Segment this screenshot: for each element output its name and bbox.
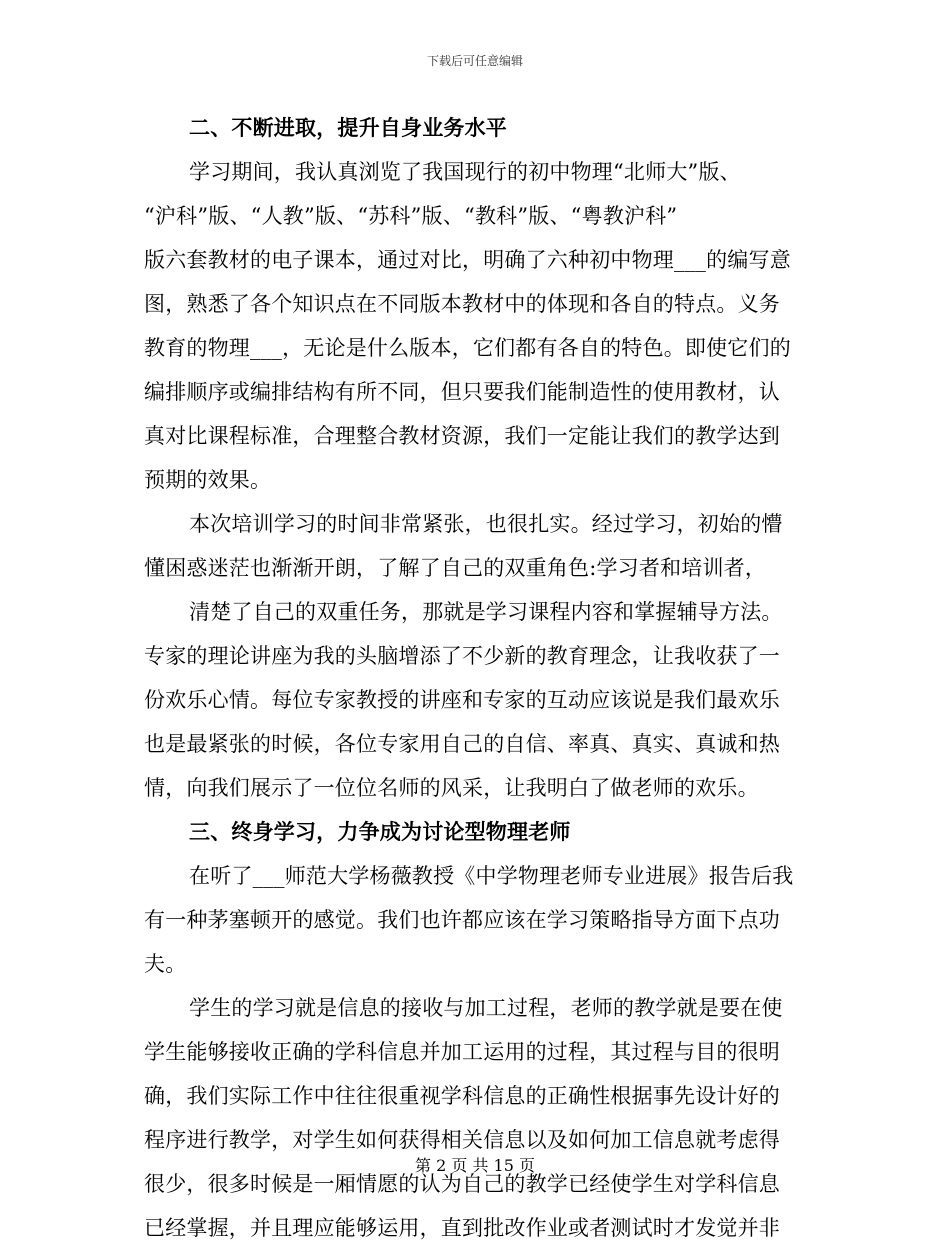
document-body: [144, 106, 808, 1250]
text-line: 清楚了自己的双重任务，那就是学习课程内容和掌握辅导方法。: [189, 600, 783, 624]
section-heading: 二、不断进取，提升自身业务水平: [189, 116, 507, 140]
text-line: 程序进行教学，对学生如何获得相关信息以及如何加工信息就考虑得: [144, 1128, 780, 1152]
page-number: 第 2 页 共 15 页: [415, 1156, 535, 1175]
text-line: 份欢乐心情。每位专家教授的讲座和专家的互动应该说是我们最欢乐: [144, 688, 780, 712]
text-line: 懂困惑迷茫也渐渐开朗，了解了自己的双重角色:学习者和培训者，: [144, 556, 767, 580]
text-line: 版六套教材的电子课本，通过对比，明确了六种初中物理___的编写意: [144, 248, 791, 272]
page-header: 下载后可任意编辑: [426, 54, 523, 68]
text-line: 学生能够接收正确的学科信息并加工运用的过程，其过程与目的很明: [144, 1040, 780, 1064]
text-line: 教育的物理___，无论是什么版本，它们都有各自的特色。即使它们的: [144, 336, 791, 360]
text-line: 编排顺序或编排结构有所不同，但只要我们能制造性的使用教材，认: [144, 380, 780, 404]
text-line: “沪科”版、“人教”版、“苏科”版、“教科”版、“粤教沪科”: [144, 204, 678, 228]
text-line: 夫。: [144, 952, 187, 976]
text-line: 在听了___师范大学杨薇教授《中学物理老师专业进展》报告后我: [189, 864, 794, 888]
text-line: 很少，很多时候是一厢情愿的认为自己的教学已经使学生对学科信息: [144, 1172, 780, 1196]
text-line: 有一种茅塞顿开的感觉。我们也许都应该在学习策略指导方面下点功: [144, 908, 780, 932]
text-line: 图，熟悉了各个知识点在不同版本教材中的体现和各自的特点。义务: [144, 292, 780, 316]
section-heading: 三、终身学习，力争成为讨论型物理老师: [189, 820, 571, 844]
text-line: 确，我们实际工作中往往很重视学科信息的正确性根据事先设计好的: [144, 1084, 780, 1108]
text-line: 学生的学习就是信息的接收与加工过程，老师的教学就是要在使: [189, 996, 783, 1020]
text-line: 本次培训学习的时间非常紧张，也很扎实。经过学习，初始的懵: [189, 512, 783, 536]
text-line: 已经掌握，并且理应能够运用，直到批改作业或者测试时才发觉并非: [144, 1216, 780, 1240]
text-line: 情，向我们展示了一位位名师的风采，让我明白了做老师的欢乐。: [144, 776, 759, 800]
text-line: 预期的效果。: [144, 468, 272, 492]
text-line: 学习期间，我认真浏览了我国现行的初中物理“北师大”版、: [189, 160, 741, 184]
text-line: 专家的理论讲座为我的头脑增添了不少新的教育理念，让我收获了一: [144, 644, 780, 668]
text-line: 真对比课程标准，合理整合教材资源，我们一定能让我们的教学达到: [144, 424, 780, 448]
text-line: 也是最紧张的时候，各位专家用自己的自信、率真、真实、真诚和热: [144, 732, 780, 756]
